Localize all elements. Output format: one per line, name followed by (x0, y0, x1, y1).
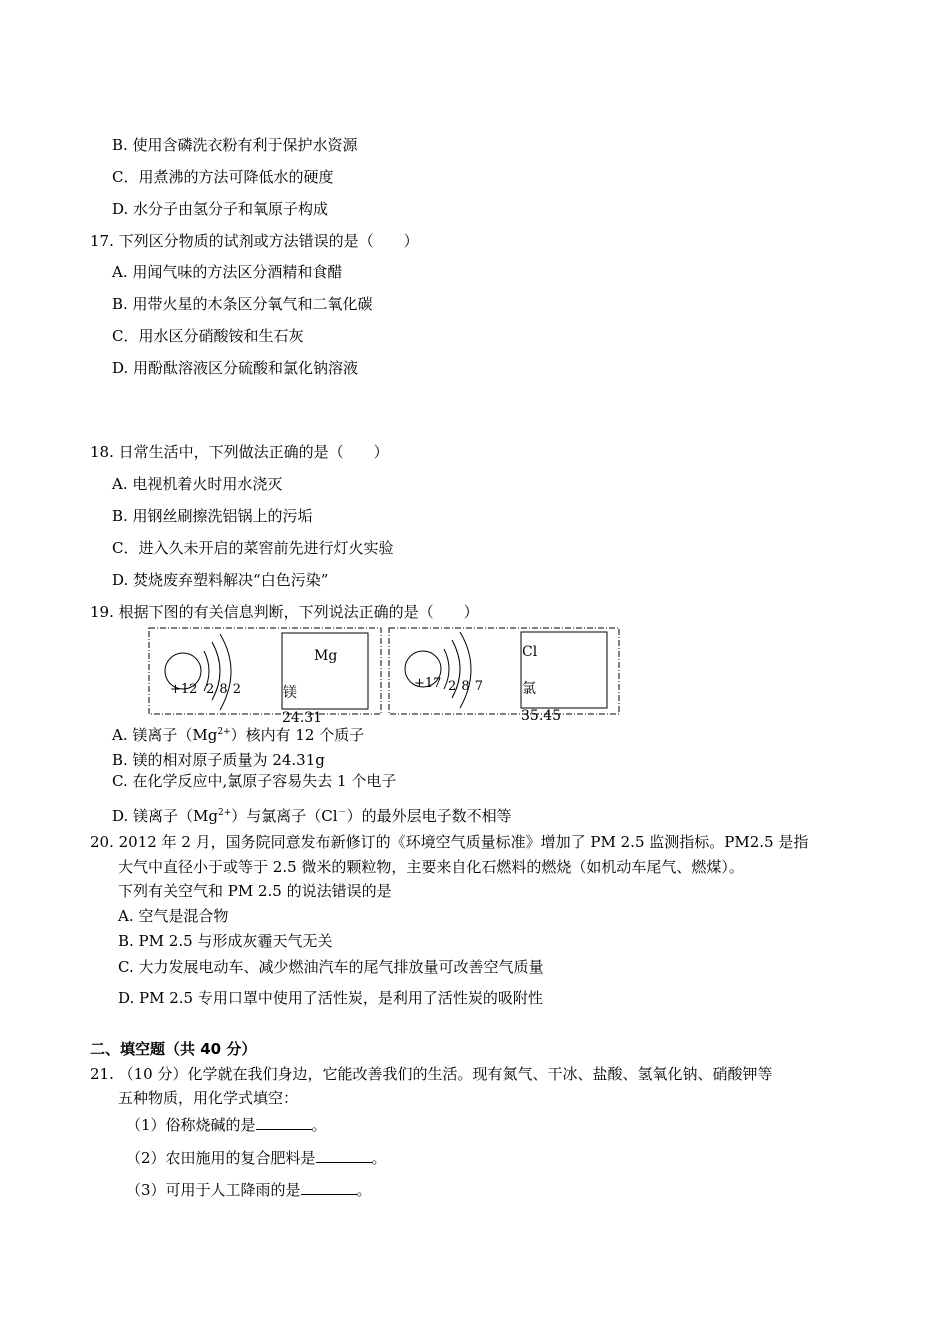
q21-part-2-text: （2）农田施用的复合肥料是 (126, 1149, 316, 1167)
cl-name: 氯 (522, 681, 536, 697)
cl-nucleus-charge: +17 (414, 676, 442, 691)
q20-stem-line1: 20. 2012 年 2 月，国务院同意发布新修订的《环境空气质量标准》增加了 PM 2.5 监测指标。PM2.5 是指 (90, 833, 809, 851)
q19-d-post: ）的最外层电子数不相等 (346, 807, 512, 825)
q21-part-3-text: （3）可用于人工降雨的是 (126, 1181, 301, 1199)
cl-shell-3 (460, 632, 471, 708)
q21-stem-line1: 21. （10 分）化学就在我们身边，它能改善我们的生活。现有氮气、干冰、盐酸、氢氧化钠、硝酸钾等 (90, 1065, 773, 1083)
q19-a-post: ）核内有 12 个质子 (230, 726, 365, 744)
q21-answer-blank-3[interactable] (301, 1180, 357, 1195)
q21-part-1 (126, 1115, 327, 1135)
q21-part-1-text: （1）俗称烧碱的是 (126, 1116, 256, 1134)
q21-part-1-end: 。 (311, 1116, 327, 1134)
q19-d-sup2: － (337, 808, 347, 818)
cl-panel-border (389, 628, 619, 714)
q17-option-b: B. 用带火星的木条区分氧气和二氧化碳 (112, 295, 373, 313)
mg-panel-border (149, 628, 381, 714)
q20-option-d: D. PM 2.5 专用口罩中使用了活性炭，是利用了活性炭的吸附性 (118, 989, 543, 1007)
q17-stem: 17. 下列区分物质的试剂或方法错误的是（ ） (90, 232, 419, 250)
q21-part-2-end: 。 (371, 1149, 387, 1167)
mg-name: 镁 (283, 685, 297, 701)
atom-structure-diagram (148, 626, 748, 726)
cl-symbol: Cl (522, 644, 538, 660)
mg-atomic-mass: 24.31 (282, 710, 323, 726)
q18-option-a: A. 电视机着火时用水浇灭 (112, 475, 283, 493)
q19-option-d (112, 806, 512, 826)
q21-part-3 (126, 1180, 372, 1200)
q19-a-sup: 2+ (217, 727, 231, 737)
q19-a-pre: A. 镁离子（Mg (112, 726, 218, 744)
cl-atomic-mass: 35.45 (521, 708, 562, 724)
diagram-drawing (148, 626, 748, 718)
q21-answer-blank-1[interactable] (256, 1115, 312, 1130)
q21-part-3-end: 。 (356, 1181, 372, 1199)
q17-option-a: A. 用闻气味的方法区分酒精和食醋 (112, 263, 343, 281)
q19-option-c: C. 在化学反应中,氯原子容易失去 1 个电子 (112, 772, 397, 790)
q19-option-b: B. 镁的相对原子质量为 24.31g (112, 751, 325, 769)
q20-option-c: C. 大力发展电动车、减少燃油汽车的尾气排放量可改善空气质量 (118, 958, 544, 976)
q16-option-d: D. 水分子由氢分子和氧原子构成 (112, 200, 329, 218)
q20-stem-line3: 下列有关空气和 PM 2.5 的说法错误的是 (118, 882, 392, 900)
section-title-fill-in: 二、填空题（共 40 分） (90, 1040, 257, 1058)
q19-d-sup: 2+ (218, 808, 232, 818)
q19-option-a (112, 725, 364, 745)
q18-option-c: C．进入久未开启的菜窖前先进行灯火实验 (112, 539, 394, 557)
q19-stem: 19. 根据下图的有关信息判断，下列说法正确的是（ ） (90, 603, 479, 621)
mg-symbol: Mg (314, 648, 338, 664)
q20-option-b: B. PM 2.5 与形成灰霾天气无关 (118, 932, 333, 950)
q17-option-c: C．用水区分硝酸铵和生石灰 (112, 327, 304, 345)
cl-shell-electrons: 2 8 7 (448, 679, 484, 694)
q16-option-c: C．用煮沸的方法可降低水的硬度 (112, 168, 334, 186)
q21-answer-blank-2[interactable] (316, 1148, 372, 1163)
q18-stem: 18. 日常生活中，下列做法正确的是（ ） (90, 443, 389, 461)
q20-stem-line2: 大气中直径小于或等于 2.5 微米的颗粒物，主要来自化石燃料的燃烧（如机动车尾气、燃煤）。 (118, 858, 744, 876)
mg-shell-3 (220, 634, 231, 710)
q21-stem-line2: 五种物质，用化学式填空： (118, 1089, 299, 1107)
q17-option-d: D. 用酚酞溶液区分硫酸和氯化钠溶液 (112, 359, 359, 377)
q18-option-d: D. 焚烧废弃塑料解决“白色污染” (112, 571, 329, 589)
q18-option-b: B. 用钢丝刷擦洗铝锅上的污垢 (112, 507, 313, 525)
mg-shell-electrons: 2 8 2 (206, 682, 242, 697)
q21-part-2 (126, 1148, 387, 1168)
q16-option-b: B. 使用含磷洗衣粉有利于保护水资源 (112, 136, 358, 154)
mg-nucleus-charge: +12 (170, 682, 198, 697)
q19-d-pre: D. 镁离子（Mg (112, 807, 218, 825)
q19-d-mid: ）与氯离子（Cl (231, 807, 338, 825)
q20-option-a: A. 空气是混合物 (118, 907, 229, 925)
